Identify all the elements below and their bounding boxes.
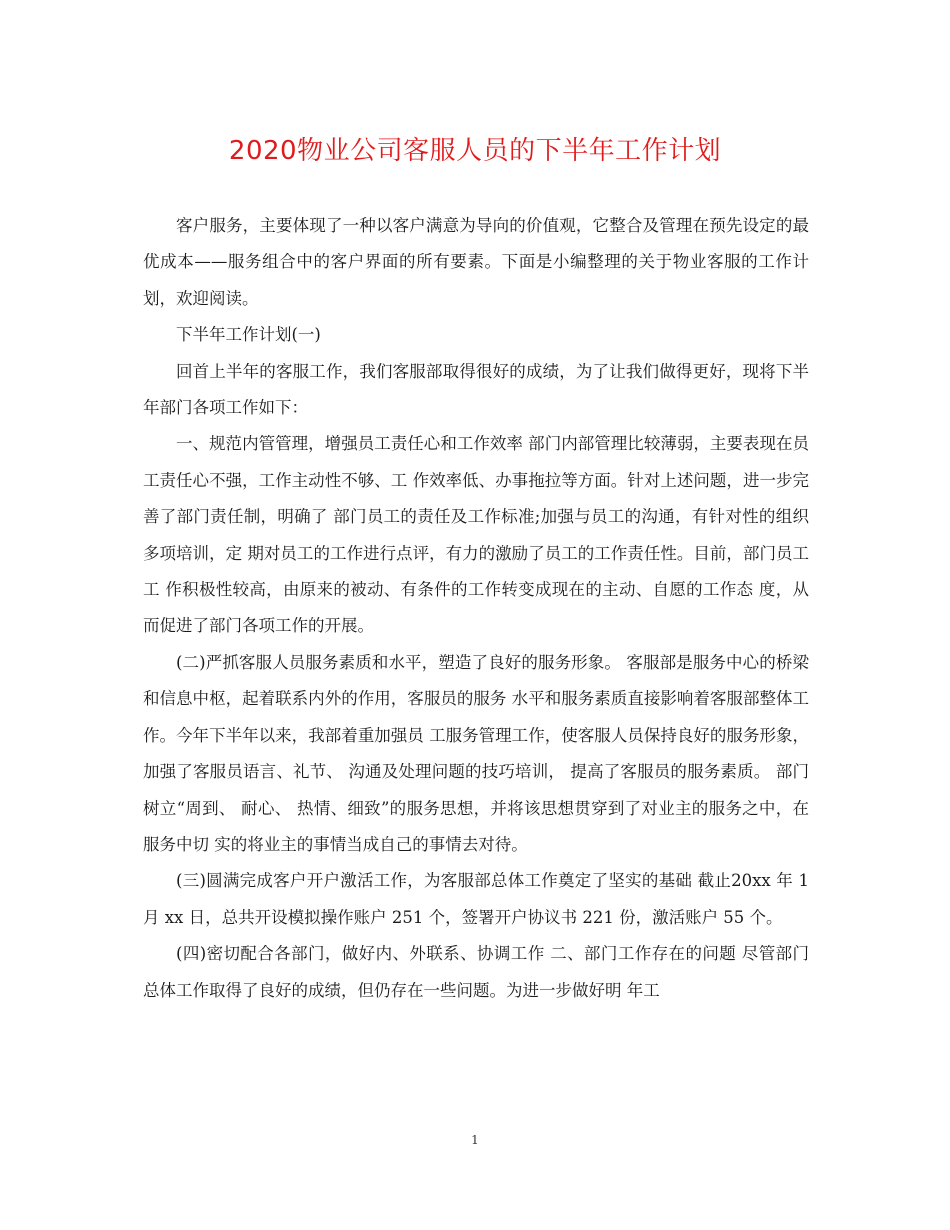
paragraph-review: 回首上半年的客服工作，我们客服部取得很好的成绩，为了让我们做得更好，现将下半年部门各项工作如下： [143, 361, 809, 418]
paragraph-item-3: (三)圆满完成客户开户激活工作，为客服部总体工作奠定了坚实的基础 截止20xx 年 1 月 xx 日，总共开设模拟操作账户 251 个，签署开户协议书 221 份，激活账户 55 个。 [143, 871, 809, 927]
paragraph-item-1: 一、规范内管管理，增强员工责任心和工作效率 部门内部管理比较薄弱，主要表现在员工责任心不强，工作主动性不够、工 作效率低、办事拖拉等方面。针对上述问题，进一步完善了部门责任制，明确了 部门员工的责任及工作标准;加强与员工的沟通，有针对性的组织多项培训，定 期对员工的工作进行点评，有力的激励了员工的工作责任性。目前，部门员工工 作积极性较高，由原来的被动、有条件的工作转变成现在的主动、自愿的工作态 度，从而促进了部门各项工作的开展。 [143, 434, 809, 636]
section-heading-plan-1: 下半年工作计划(一) [176, 325, 321, 345]
paragraph-intro: 客户服务，主要体现了一种以客户满意为导向的价值观，它整合及管理在预先设定的最优成本——服务组合中的客户界面的所有要素。下面是小编整理的关于物业客服的工作计划，欢迎阅读。 [143, 216, 809, 308]
document-body [143, 208, 809, 1009]
paragraph-item-4: (四)密切配合各部门，做好内、外联系、协调工作 二、部门工作存在的问题 尽管部门总体工作取得了良好的成绩，但仍存在一些问题。为进一步做好明 年工 [143, 944, 809, 1000]
document-title: 2020物业公司客服人员的下半年工作计划 [228, 136, 722, 166]
page-number: 1 [471, 1133, 479, 1147]
paragraph-item-2: (二)严抓客服人员服务素质和水平，塑造了良好的服务形象。 客服部是服务中心的桥梁和信息中枢，起着联系内外的作用，客服员的服务 水平和服务素质直接影响着客服部整体工作。今年下半年以来，我部着重加强员 工服务管理工作，使客服人员保持良好的服务形象，加强了客服员语言、礼节、 沟通及处理问题的技巧培训， 提高了客服员的服务素质。 部门树立“周到、 耐心、 热情、细致”的服务思想，并将该思想贯穿到了对业主的服务之中，在服务中切 实的将业主的事情当成自己的事情去对待。 [143, 652, 809, 854]
